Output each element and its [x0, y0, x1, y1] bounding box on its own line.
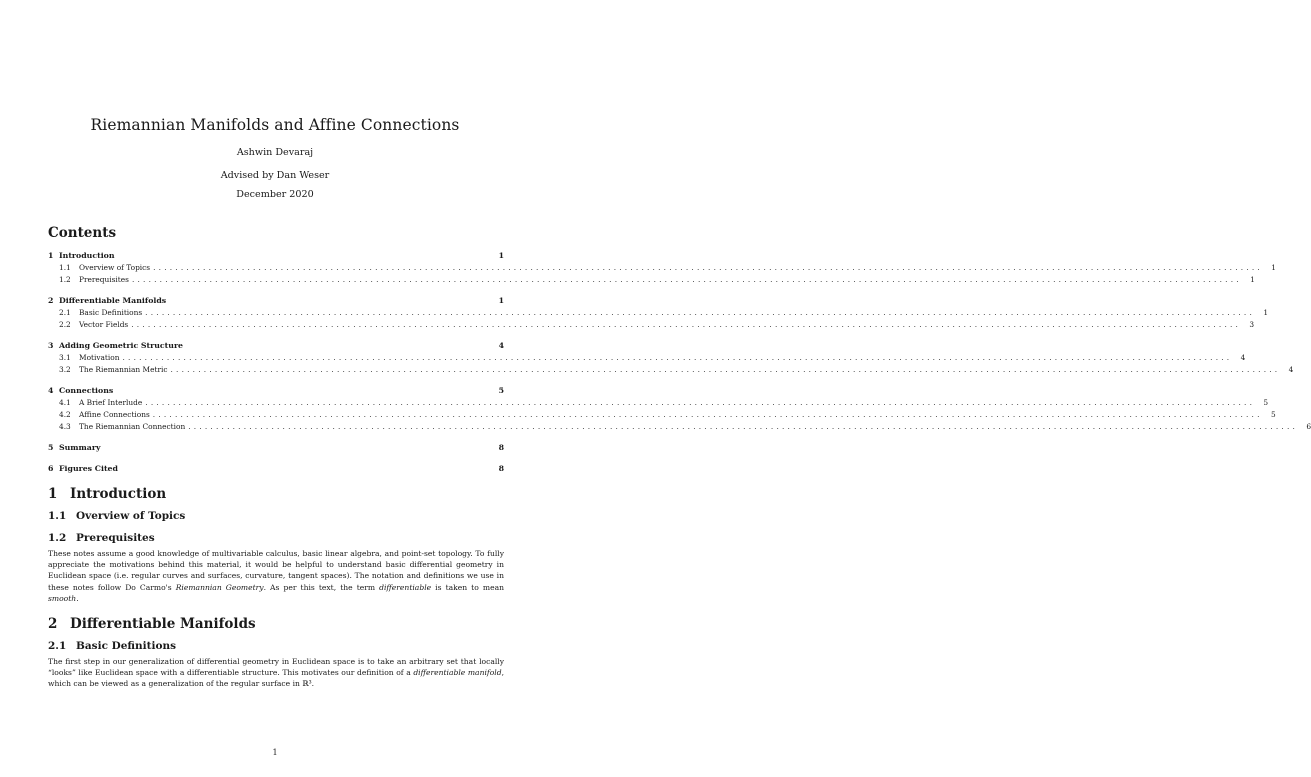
- toc-number: 3: [48, 341, 54, 350]
- toc-number: 1: [48, 251, 54, 260]
- toc-label: Connections: [59, 386, 114, 395]
- toc-heading: Contents: [48, 225, 117, 241]
- toc-entry-subsection-4-3[interactable]: [48, 421, 1311, 433]
- toc-page-number: 1: [1271, 263, 1276, 272]
- toc-entry-section-5[interactable]: [48, 442, 504, 454]
- toc-entry-subsection-1-2[interactable]: [48, 274, 1255, 286]
- book-title: Riemannian Geometry: [175, 582, 264, 592]
- toc-page-number: 8: [498, 464, 504, 473]
- toc-number: 4.2: [59, 410, 71, 419]
- toc-leader-dots: ........................................................................................................................................................................................................: [131, 320, 1242, 329]
- toc-entry-subsection-3-2[interactable]: [48, 364, 1294, 376]
- toc-entry-section-1[interactable]: [48, 250, 504, 262]
- toc-page-number: 4: [1288, 365, 1294, 374]
- text-run: The first step in our generalization of differential geometry in Euclidean space is to take an arbitrary set that locally “looks” like Euclidean space with a differentiable structure. This motivates our definition of a: [48, 657, 504, 678]
- section-heading: [48, 486, 504, 502]
- subsection-number: 1.2: [48, 532, 67, 544]
- toc-label: The Riemannian Connection: [79, 422, 186, 431]
- section-number: 1: [48, 486, 58, 502]
- toc-number: 5: [48, 443, 54, 452]
- toc-entry-section-2[interactable]: [48, 295, 504, 307]
- toc-page-number: 1: [498, 296, 504, 305]
- subsection-1-2: [48, 532, 504, 544]
- document-author: Ashwin Devaraj: [236, 147, 314, 158]
- toc-number: 2.2: [59, 320, 71, 329]
- toc-page-number: 3: [1249, 320, 1255, 329]
- toc-page-number: 4: [498, 341, 504, 350]
- page-number: 1: [272, 748, 278, 757]
- toc-number: 4.3: [59, 422, 71, 431]
- term-differentiable-manifold: differentiable manifold: [413, 668, 502, 678]
- text-run: . As per this text, the term: [263, 582, 380, 592]
- toc-page-number: 1: [498, 251, 504, 260]
- toc-number: 4.1: [59, 398, 71, 407]
- toc-section: [48, 250, 1276, 286]
- table-of-contents: [48, 225, 1311, 484]
- basic-definitions-paragraph: [48, 656, 504, 690]
- toc-leader-dots: ........................................................................................................................................................................................................: [152, 410, 1263, 419]
- prerequisites-paragraph: [48, 548, 504, 604]
- subsection-heading: [48, 532, 504, 544]
- toc-label: The Riemannian Metric: [79, 365, 168, 374]
- toc-section: [48, 442, 504, 454]
- toc-page-number: 1: [1263, 308, 1269, 317]
- subsection-title: Overview of Topics: [76, 510, 186, 522]
- document-title: Riemannian Manifolds and Affine Connections: [90, 116, 460, 134]
- toc-list: [48, 250, 1311, 475]
- text-run: , which can be viewed as a generalization of the regular surface in: [48, 668, 505, 689]
- text-run: .: [311, 679, 315, 689]
- toc-number: 1.1: [59, 263, 71, 272]
- text-run: is taken to mean: [431, 582, 504, 592]
- toc-leader-dots: ........................................................................................................................................................................................................: [122, 353, 1233, 362]
- toc-number: 3.1: [59, 353, 71, 362]
- toc-page-number: 5: [1263, 398, 1269, 407]
- toc-label: A Brief Interlude: [79, 398, 143, 407]
- toc-label: Basic Definitions: [79, 308, 143, 317]
- toc-number: 4: [48, 386, 54, 395]
- toc-leader-dots: ........................................................................................................................................................................................................: [145, 308, 1256, 317]
- toc-label: Overview of Topics: [79, 263, 151, 272]
- term-differentiable: differentiable: [379, 582, 432, 592]
- text-run: These notes assume a good knowledge of multivariable calculus, basic linear algebra, and point-set topology. To fully appreciate the motivations behind this material, it would be helpful to understand basic differential geometry in Euclidean space (i.e. regular curves and surfaces, curvature, tangent spaces). The notation and definitions we use in these notes follow Do Carmo's: [48, 549, 504, 592]
- toc-page-number: 6: [1306, 422, 1311, 431]
- toc-label: Introduction: [59, 251, 115, 260]
- toc-label: Differentiable Manifolds: [59, 296, 167, 305]
- toc-page-number: 5: [498, 386, 504, 395]
- toc-leader-dots: ........................................................................................................................................................................................................: [145, 398, 1256, 407]
- toc-number: 1.2: [59, 275, 71, 284]
- toc-label: Affine Connections: [79, 410, 150, 419]
- toc-entry-subsection-3-1[interactable]: [48, 352, 1246, 364]
- section-heading: [48, 616, 504, 632]
- basic-definitions-paragraph-block: [48, 656, 504, 690]
- toc-section: [48, 385, 1311, 433]
- toc-entry-section-4[interactable]: [48, 385, 504, 397]
- section-2-heading-block: [48, 616, 504, 632]
- toc-entry-subsection-4-1[interactable]: [48, 397, 1269, 409]
- term-smooth: smooth: [48, 593, 77, 603]
- subsection-number: 2.1: [48, 640, 67, 652]
- toc-entry-subsection-1-1[interactable]: [48, 262, 1276, 274]
- toc-entry-section-6[interactable]: [48, 463, 504, 475]
- toc-leader-dots: ........................................................................................................................................................................................................: [188, 422, 1299, 431]
- section-title: Differentiable Manifolds: [70, 616, 256, 632]
- toc-number: 2.1: [59, 308, 71, 317]
- toc-entry-subsection-2-2[interactable]: [48, 319, 1255, 331]
- subsection-2-1: [48, 640, 504, 652]
- subsection-title: Basic Definitions: [76, 640, 177, 652]
- toc-label: Prerequisites: [79, 275, 129, 284]
- toc-leader-dots: ........................................................................................................................................................................................................: [131, 275, 1242, 284]
- toc-leader-dots: ........................................................................................................................................................................................................: [170, 365, 1281, 374]
- section-1-heading-block: [48, 486, 504, 502]
- text-run: .: [76, 593, 79, 603]
- toc-entry-subsection-2-1[interactable]: [48, 307, 1269, 319]
- toc-label: Summary: [59, 443, 101, 452]
- document-date: December 2020: [236, 189, 314, 200]
- subsection-heading: [48, 640, 504, 652]
- subsection-number: 1.1: [48, 510, 67, 522]
- toc-label: Motivation: [79, 353, 120, 362]
- toc-leader-dots: ........................................................................................................................................................................................................: [153, 263, 1263, 272]
- toc-page-number: 4: [1240, 353, 1246, 362]
- section-number: 2: [48, 616, 58, 632]
- toc-page-number: 5: [1270, 410, 1276, 419]
- prerequisites-paragraph-block: [48, 548, 504, 604]
- document-advisor: Advised by Dan Weser: [220, 170, 330, 181]
- toc-entry-section-3[interactable]: [48, 340, 504, 352]
- toc-label: Adding Geometric Structure: [59, 341, 184, 350]
- toc-entry-subsection-4-2[interactable]: [48, 409, 1276, 421]
- subsection-1-1: [48, 510, 504, 522]
- toc-section: [48, 295, 1269, 331]
- toc-page-number: 1: [1250, 275, 1255, 284]
- title-block: [0, 116, 550, 200]
- toc-section: [48, 340, 1294, 376]
- subsection-heading: [48, 510, 504, 522]
- section-title: Introduction: [70, 486, 167, 502]
- toc-page-number: 8: [498, 443, 504, 452]
- toc-number: 3.2: [59, 365, 71, 374]
- toc-number: 6: [48, 464, 54, 473]
- toc-label: Vector Fields: [79, 320, 129, 329]
- subsection-title: Prerequisites: [76, 532, 155, 544]
- toc-number: 2: [48, 296, 54, 305]
- math-r3: ℝ³: [302, 679, 312, 689]
- toc-label: Figures Cited: [59, 464, 118, 473]
- toc-section: [48, 463, 504, 475]
